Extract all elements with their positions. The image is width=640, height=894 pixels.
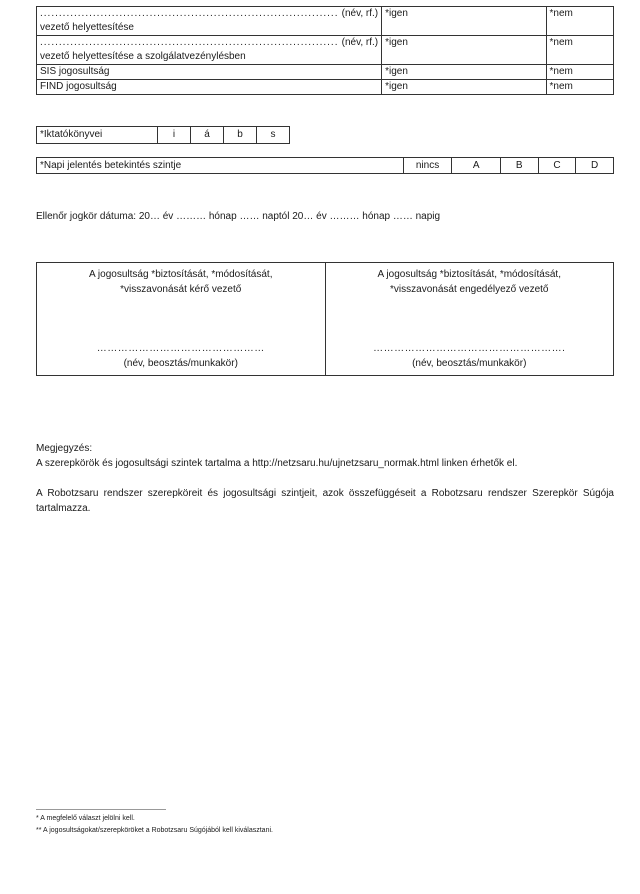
table-row (37, 7, 614, 36)
signature-caption: (név, beosztás/munkakör) (412, 358, 527, 369)
napi-level-a[interactable]: A (452, 158, 501, 174)
napi-level-nincs[interactable]: nincs (403, 158, 452, 174)
table-row (37, 36, 614, 65)
napi-level-c[interactable]: C (538, 158, 576, 174)
no-option[interactable]: *nem (546, 80, 613, 95)
approving-manager-heading (334, 267, 606, 297)
table-row (37, 158, 614, 174)
heading-line: A jogosultság *biztosítását, *módosítását, (89, 269, 273, 280)
footnote-divider (36, 809, 166, 810)
requesting-manager-heading (45, 267, 317, 297)
notes-section (36, 441, 614, 516)
fill-in-dots (40, 7, 339, 21)
ellenor-date-line: Ellenőr jogkör dátuma: 20… év ……… hónap …… naptól 20… év ……… hónap …… napig (36, 211, 441, 222)
signature-line[interactable]: ………………………………………………. (373, 343, 566, 354)
footnote-1: * A megfelelő választ jelölni kell. (36, 815, 135, 822)
footnotes (36, 813, 273, 837)
iktato-option-i[interactable]: i (158, 127, 191, 144)
table-row (37, 127, 290, 144)
napi-level-b[interactable]: B (500, 158, 538, 174)
no-option[interactable]: *nem (546, 7, 613, 36)
notes-title: Megjegyzés: (36, 443, 93, 454)
yes-option[interactable]: *igen (382, 36, 546, 65)
yes-option[interactable]: *igen (382, 7, 546, 36)
table-row (37, 263, 614, 376)
row-label: SIS jogosultság (37, 65, 382, 80)
heading-line: *visszavonását kérő vezető (120, 284, 242, 295)
yes-option[interactable]: *igen (382, 80, 546, 95)
iktato-option-a[interactable]: á (191, 127, 224, 144)
notes-line: A szerepkörök és jogosultsági szintek tartalma a http://netzsaru.hu/ujnetzsaru_normak.html linken érhetők el. (36, 458, 518, 469)
row-label (37, 7, 382, 36)
heading-line: A jogosultság *biztosítását, *módosítását, (377, 269, 561, 280)
notes-line: A Robotzsaru rendszer szerepköreit és jogosultsági szintjeit, azok összefüggéseit a Robotzsaru rendszer Szerepkör Súgója tartalmazza. (36, 488, 614, 514)
requesting-manager-cell (37, 263, 326, 376)
signature-area (326, 341, 614, 371)
label-suffix: (név, rf.) (341, 8, 379, 19)
napi-level-d[interactable]: D (576, 158, 614, 174)
footnote-2: ** A jogosultságokat/szerepköröket a Robotzsaru Súgójából kell kiválasztani. (36, 827, 273, 834)
signature-table (36, 262, 614, 376)
no-option[interactable]: *nem (546, 65, 613, 80)
iktato-option-s[interactable]: s (257, 127, 290, 144)
table-row (37, 65, 614, 80)
signature-area (37, 341, 325, 371)
label-text: vezető helyettesítése a szolgálatvezénylésben (40, 51, 246, 62)
napi-label: *Napi jelentés betekintés szintje (37, 158, 404, 174)
table-row (37, 80, 614, 95)
heading-line: *visszavonását engedélyező vezető (390, 284, 549, 295)
approving-manager-cell (325, 263, 614, 376)
iktato-table (36, 126, 290, 144)
signature-caption: (név, beosztás/munkakör) (123, 358, 238, 369)
permissions-table (36, 6, 614, 95)
no-option[interactable]: *nem (546, 36, 613, 65)
fill-in-dots (40, 36, 339, 50)
label-suffix: (név, rf.) (341, 37, 379, 48)
iktato-label: *Iktatókönyvei (37, 127, 158, 144)
row-label: FIND jogosultság (37, 80, 382, 95)
row-label (37, 36, 382, 65)
yes-option[interactable]: *igen (382, 65, 546, 80)
label-text: vezető helyettesítése (40, 22, 134, 33)
iktato-option-b[interactable]: b (224, 127, 257, 144)
signature-line[interactable]: ………………………………………… (96, 343, 265, 354)
napi-table (36, 157, 614, 174)
